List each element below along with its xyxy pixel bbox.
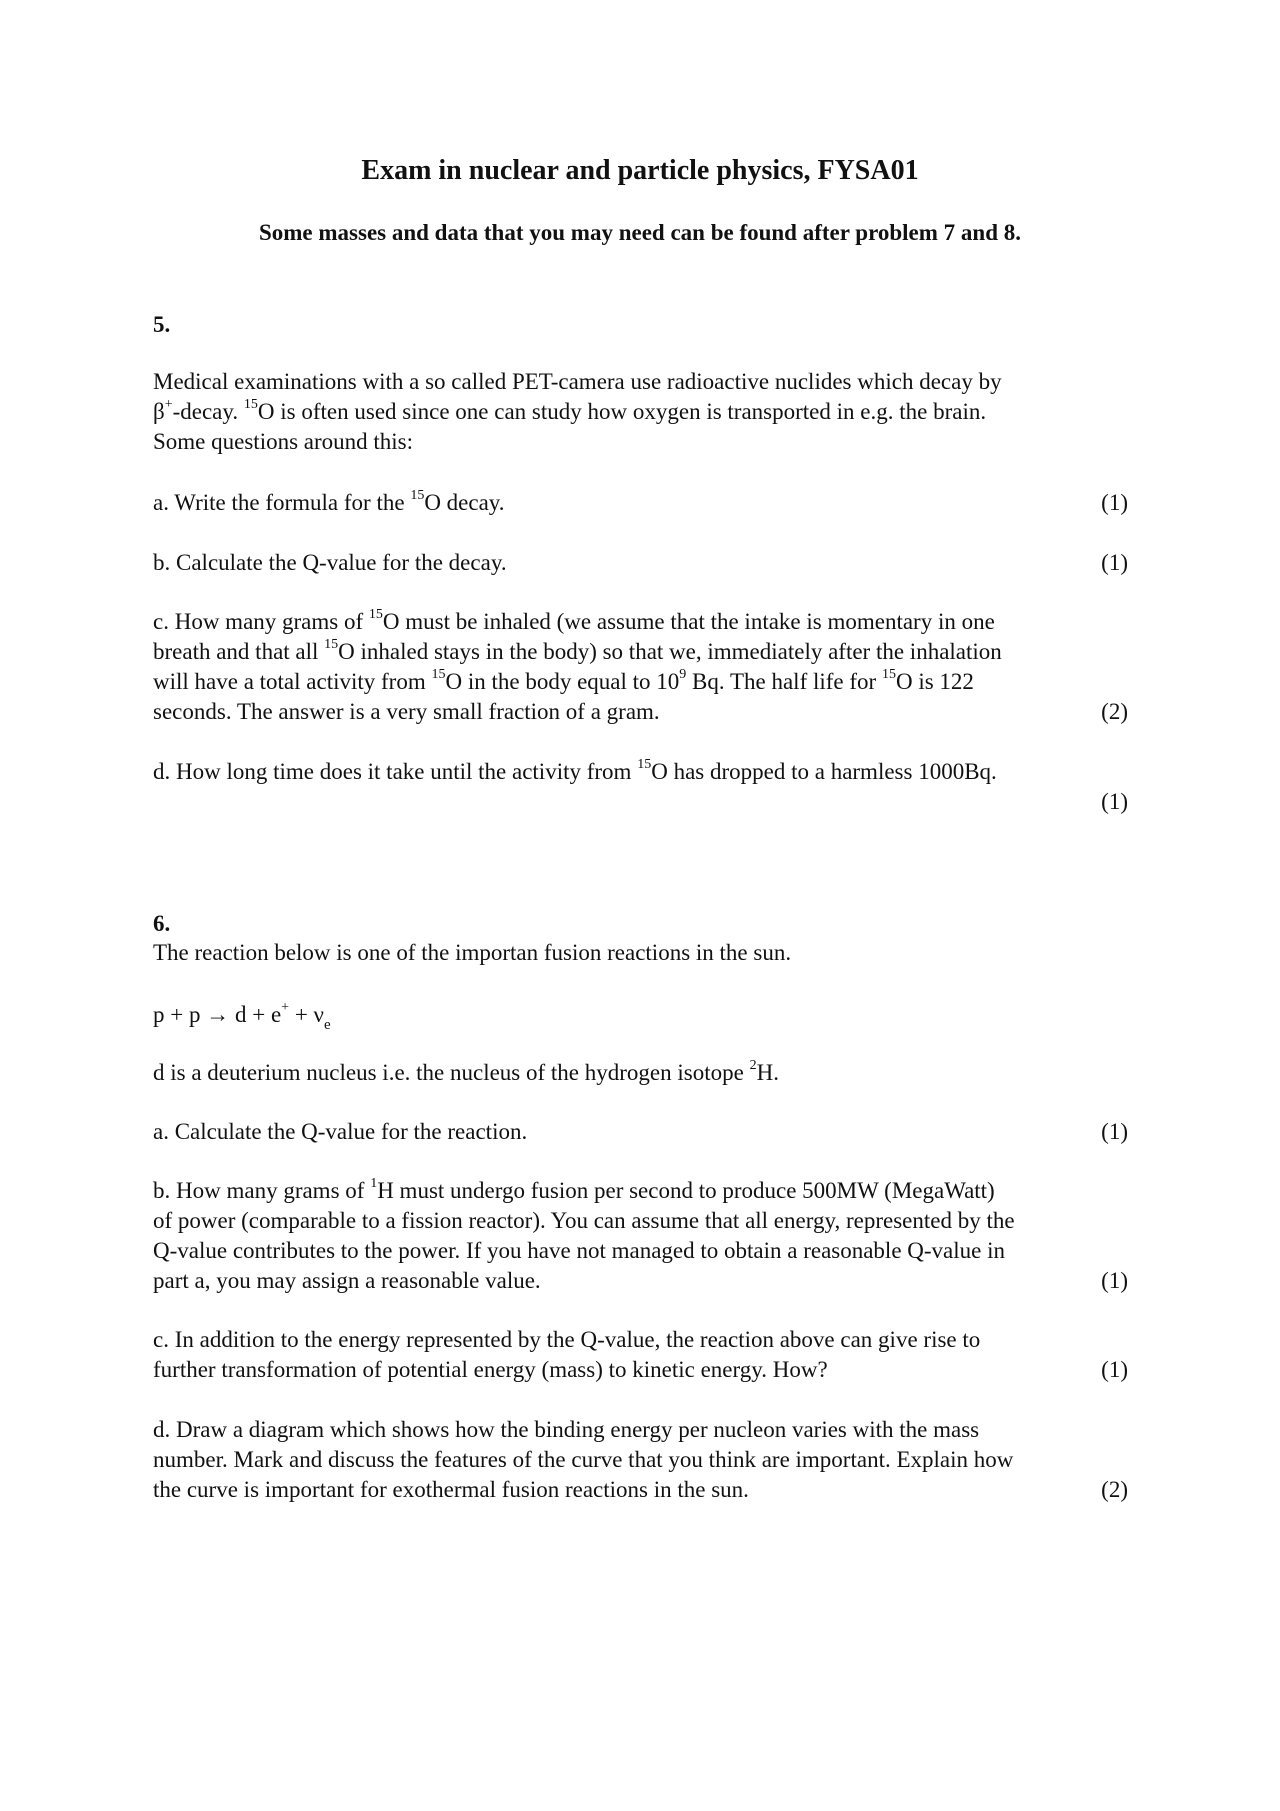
p6b-line1: b. How many grams of $^1$H must undergo fusion per second to produce 500MW (MegaWatt)	[153, 1176, 995, 1203]
p6b-line3: Q-value contributes to the power. If you have not managed to obtain a reasonable Q-value in	[153, 1238, 1005, 1263]
p5c-line1: c. How many grams of $^{15}$O must be inhaled (we assume that the intake is momentary in one	[153, 607, 995, 634]
p6c-points: (1)	[1101, 1357, 1128, 1382]
p5c-line3: will have a total activity from $^{15}$O in the body equal to $10^9$ Bq. The half life for $^{15}$O is 122	[153, 667, 974, 694]
p6c-line1: c. In addition to the energy represented by the Q-value, the reaction above can give rise to	[153, 1327, 981, 1352]
p5a-text: a. Write the formula for the $^{15}$O decay.	[153, 488, 505, 515]
deuterium-definition: d is a deuterium nucleus i.e. the nucleus of the hydrogen isotope $^2$H.	[153, 1058, 779, 1085]
p6d-line3: the curve is important for exothermal fusion reactions in the sun. (2)	[153, 1475, 1128, 1505]
p5c-points: (2)	[1101, 699, 1128, 724]
fusion-reaction-equation: $p + p \to d + e^+ + \nu_e$	[153, 1000, 331, 1033]
problem-5d	[153, 757, 1128, 817]
p5d-points: (1)	[1101, 789, 1128, 814]
problem-5c	[153, 607, 1128, 727]
p6c-line2: further transformation of potential energy (mass) to kinetic energy. How? (1)	[153, 1355, 1128, 1385]
p6a-text: a. Calculate the Q-value for the reaction.	[153, 1119, 528, 1144]
page-subtitle: Some masses and data that you may need can be found after problem 7 and 8.	[258, 220, 1022, 245]
problem-6d	[153, 1415, 1128, 1505]
p5-intro-line2: β+-decay. $^{15}$O is often used since one can study how oxygen is transported in e.g. the brain.	[153, 397, 987, 424]
problem-5a	[153, 488, 1128, 518]
p5-intro-line1: Medical examinations with a so called PET-camera use radioactive nuclides which decay by	[153, 369, 1002, 394]
p6b-points: (1)	[1101, 1268, 1128, 1293]
p5d-line1: d. How long time does it take until the activity from $^{15}$O has dropped to a harmless 1000Bq.	[153, 757, 997, 784]
problem-5-intro	[153, 367, 1128, 457]
p5b-text: b. Calculate the Q-value for the decay.	[153, 550, 507, 575]
p6d-line2: number. Mark and discuss the features of the curve that you think are important. Explain how	[153, 1447, 1014, 1472]
problem-5-number: 5.	[153, 312, 171, 337]
page-title: Exam in nuclear and particle physics, FYSA01	[361, 155, 919, 186]
p5c-line4: seconds. The answer is a very small fraction of a gram. (2)	[153, 697, 1128, 727]
problem-6c	[153, 1325, 1128, 1385]
p6d-line1: d. Draw a diagram which shows how the binding energy per nucleon varies with the mass	[153, 1417, 980, 1442]
p6d-points: (2)	[1101, 1477, 1128, 1502]
p5a-points: (1)	[1101, 490, 1128, 515]
p6b-line4: part a, you may assign a reasonable value. (1)	[153, 1266, 1128, 1296]
problem-6-intro: The reaction below is one of the importan fusion reactions in the sun.	[153, 940, 792, 965]
problem-5b	[153, 548, 1128, 578]
problem-6-number: 6.	[153, 911, 171, 936]
p6a-points: (1)	[1101, 1119, 1128, 1144]
p5b-points: (1)	[1101, 550, 1128, 575]
p5c-line2: breath and that all $^{15}$O inhaled stays in the body) so that we, immediately after the inhalation	[153, 637, 1002, 664]
p5-intro-line3: Some questions around this:	[153, 429, 414, 454]
problem-6b	[153, 1176, 1128, 1296]
p6b-line2: of power (comparable to a fission reactor). You can assume that all energy, represented by the	[153, 1208, 1015, 1233]
problem-6a	[153, 1117, 1128, 1147]
